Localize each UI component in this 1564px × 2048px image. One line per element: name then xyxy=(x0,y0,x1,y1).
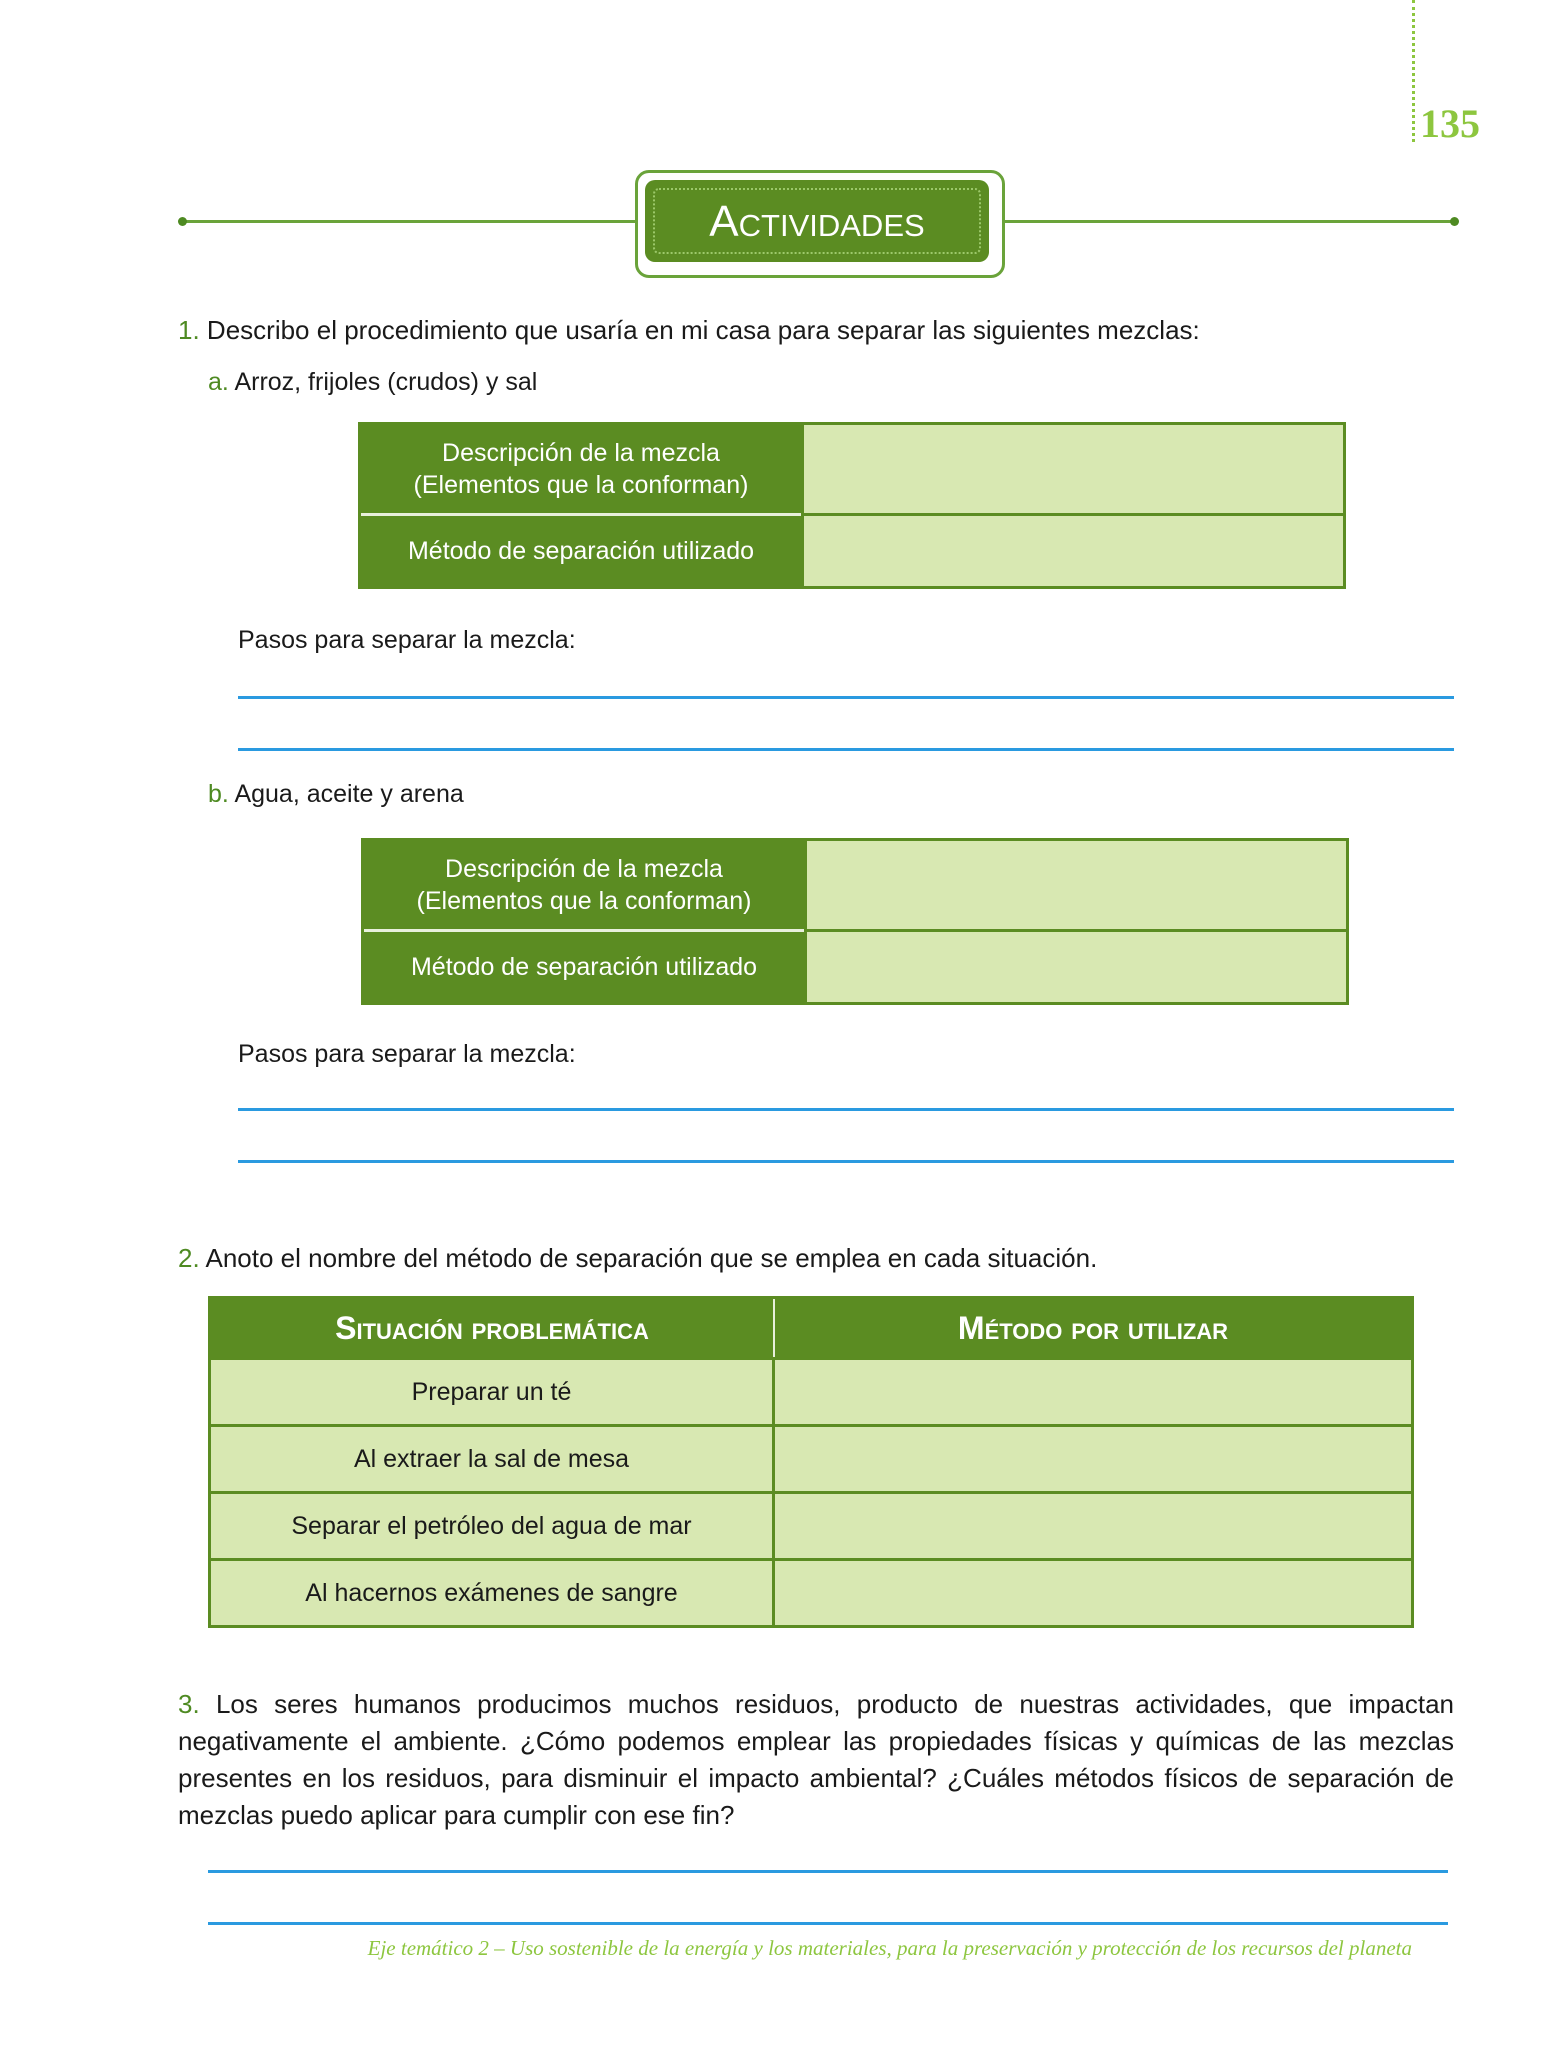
page-number: 135 xyxy=(1420,101,1480,146)
question-1a-letter: a. xyxy=(208,368,229,396)
question-1-text: Describo el procedimiento que usaría en mi casa para separar las siguientes mezclas: xyxy=(206,315,1200,345)
question-1a-text: Arroz, frijoles (crudos) y sal xyxy=(234,368,538,396)
answer-line[interactable] xyxy=(238,696,1454,699)
mixture-table-b xyxy=(361,838,1349,1005)
table-row xyxy=(211,1424,1411,1491)
answer-line[interactable] xyxy=(238,1108,1454,1111)
question-2-text: Anoto el nombre del método de separación que se emplea en cada situación. xyxy=(205,1243,1098,1273)
question-3-number: 3. xyxy=(178,1689,200,1719)
situation-cell: Al extraer la sal de mesa xyxy=(211,1427,775,1491)
table-row xyxy=(211,1558,1411,1625)
mixture-table-a xyxy=(358,422,1346,589)
situation-method-table xyxy=(208,1296,1414,1628)
table-row xyxy=(211,1357,1411,1424)
question-1b-letter: b. xyxy=(208,780,229,808)
column-header-situation: Situación problemática xyxy=(211,1299,775,1357)
rule-dot-left xyxy=(178,217,187,226)
rule-dot-right xyxy=(1450,217,1459,226)
table-row xyxy=(211,1491,1411,1558)
question-1-number: 1. xyxy=(178,315,200,345)
separation-method-input[interactable] xyxy=(801,516,1343,586)
mixture-description-label: Descripción de la mezcla (Elementos que la conforman) xyxy=(364,841,804,932)
answer-line[interactable] xyxy=(208,1870,1448,1873)
mixture-description-input[interactable] xyxy=(804,841,1346,932)
question-1 xyxy=(178,312,1200,348)
steps-label-b: Pasos para separar la mezcla: xyxy=(238,1040,576,1068)
mixture-description-input[interactable] xyxy=(801,425,1343,516)
steps-label-a: Pasos para separar la mezcla: xyxy=(238,626,576,654)
question-1b-text: Agua, aceite y arena xyxy=(234,780,464,808)
question-2 xyxy=(178,1240,1097,1276)
situation-cell: Preparar un té xyxy=(211,1360,775,1424)
situation-cell: Separar el petróleo del agua de mar xyxy=(211,1494,775,1558)
question-1b xyxy=(208,776,464,812)
table-header-row xyxy=(211,1299,1411,1357)
answer-line[interactable] xyxy=(238,1160,1454,1163)
method-input-cell[interactable] xyxy=(775,1360,1411,1424)
answer-line[interactable] xyxy=(238,748,1454,751)
mixture-description-label: Descripción de la mezcla (Elementos que la conforman) xyxy=(361,425,801,516)
page-margin-dotted-rule xyxy=(1412,0,1415,142)
separation-method-label: Método de separación utilizado xyxy=(361,516,801,586)
method-input-cell[interactable] xyxy=(775,1561,1411,1625)
separation-method-input[interactable] xyxy=(804,932,1346,1002)
method-input-cell[interactable] xyxy=(775,1494,1411,1558)
footer-theme-text: Eje temático 2 – Uso sostenible de la energía y los materiales, para la preservación y protección de los recursos del planeta xyxy=(367,1936,1412,1960)
question-2-number: 2. xyxy=(178,1243,200,1273)
answer-line[interactable] xyxy=(208,1922,1448,1925)
question-1a xyxy=(208,364,537,400)
question-3-text: Los seres humanos producimos muchos residuos, producto de nuestras actividades, que impactan negativamente el ambiente. ¿Cómo podemos emplear las propiedades físicas y químicas de las mezclas presentes en los residuos, para disminuir el impacto ambiental? ¿Cuáles métodos físicos de separación de mezclas puedo aplicar para cumplir con ese fin? xyxy=(178,1689,1454,1830)
method-input-cell[interactable] xyxy=(775,1427,1411,1491)
situation-cell: Al hacernos exámenes de sangre xyxy=(211,1561,775,1625)
activities-title: Actividades xyxy=(709,197,925,246)
column-header-method: Método por utilizar xyxy=(957,1309,1229,1346)
separation-method-label: Método de separación utilizado xyxy=(364,932,804,1002)
question-3 xyxy=(178,1686,1454,1834)
